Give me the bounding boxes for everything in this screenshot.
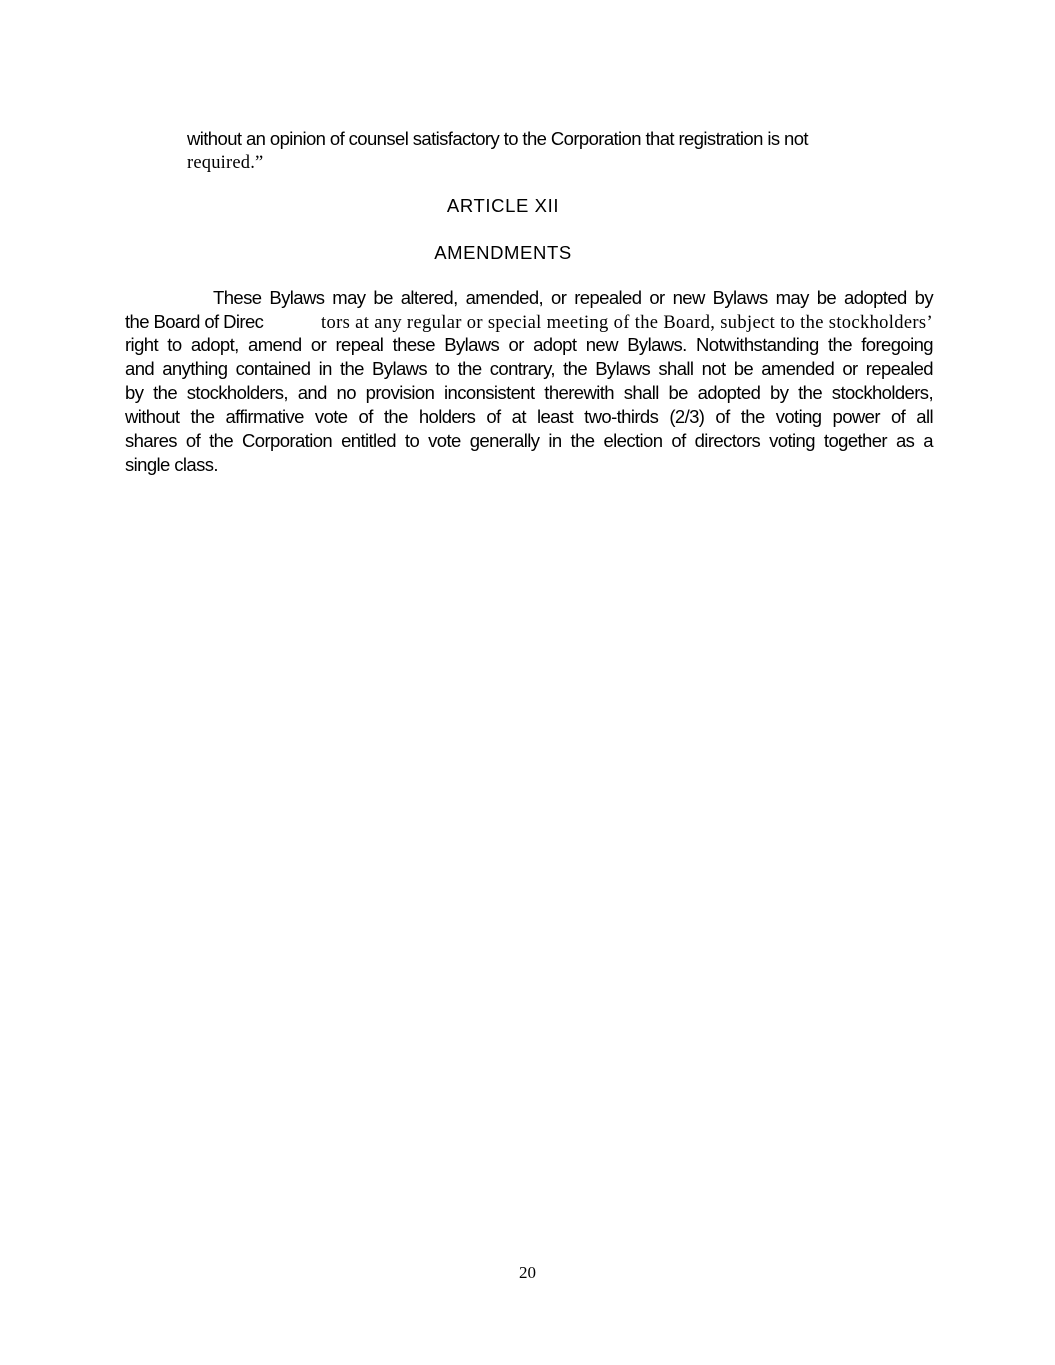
paragraph-line-6: without the affirmative vote of the holders of at least two-thirds (2/3) of the voting power of all — [125, 406, 933, 427]
paragraph-line-5: by the stockholders, and no provision inconsistent therewith shall be adopted by the stockholders, — [125, 382, 933, 403]
paragraph-line-8: single class. — [125, 454, 218, 475]
paragraph-line-2 — [125, 310, 933, 335]
paragraph-line-2-serif: tors at any regular or special meeting of the Board, subject to the stockholders’ — [321, 313, 933, 333]
paragraph-line-7: shares of the Corporation entitled to vote generally in the election of directors voting together as a — [125, 430, 933, 451]
paragraph-line-4: and anything contained in the Bylaws to the contrary, the Bylaws shall not be amended or repealed — [125, 358, 933, 379]
continuation-text-line-1: without an opinion of counsel satisfactory to the Corporation that registration is not — [187, 128, 808, 149]
continuation-text-line-2: required.” — [187, 153, 264, 173]
article-title: AMENDMENTS — [434, 242, 572, 263]
paragraph-line-3: right to adopt, amend or repeal these Bylaws or adopt new Bylaws. Notwithstanding the foregoing — [125, 334, 933, 355]
page-number: 20 — [519, 1263, 536, 1282]
paragraph-line-1: These Bylaws may be altered, amended, or repealed or new Bylaws may be adopted by — [213, 287, 933, 308]
paragraph-line-2-sans: the Board of Direc — [125, 311, 264, 332]
article-heading: ARTICLE XII — [446, 195, 560, 216]
